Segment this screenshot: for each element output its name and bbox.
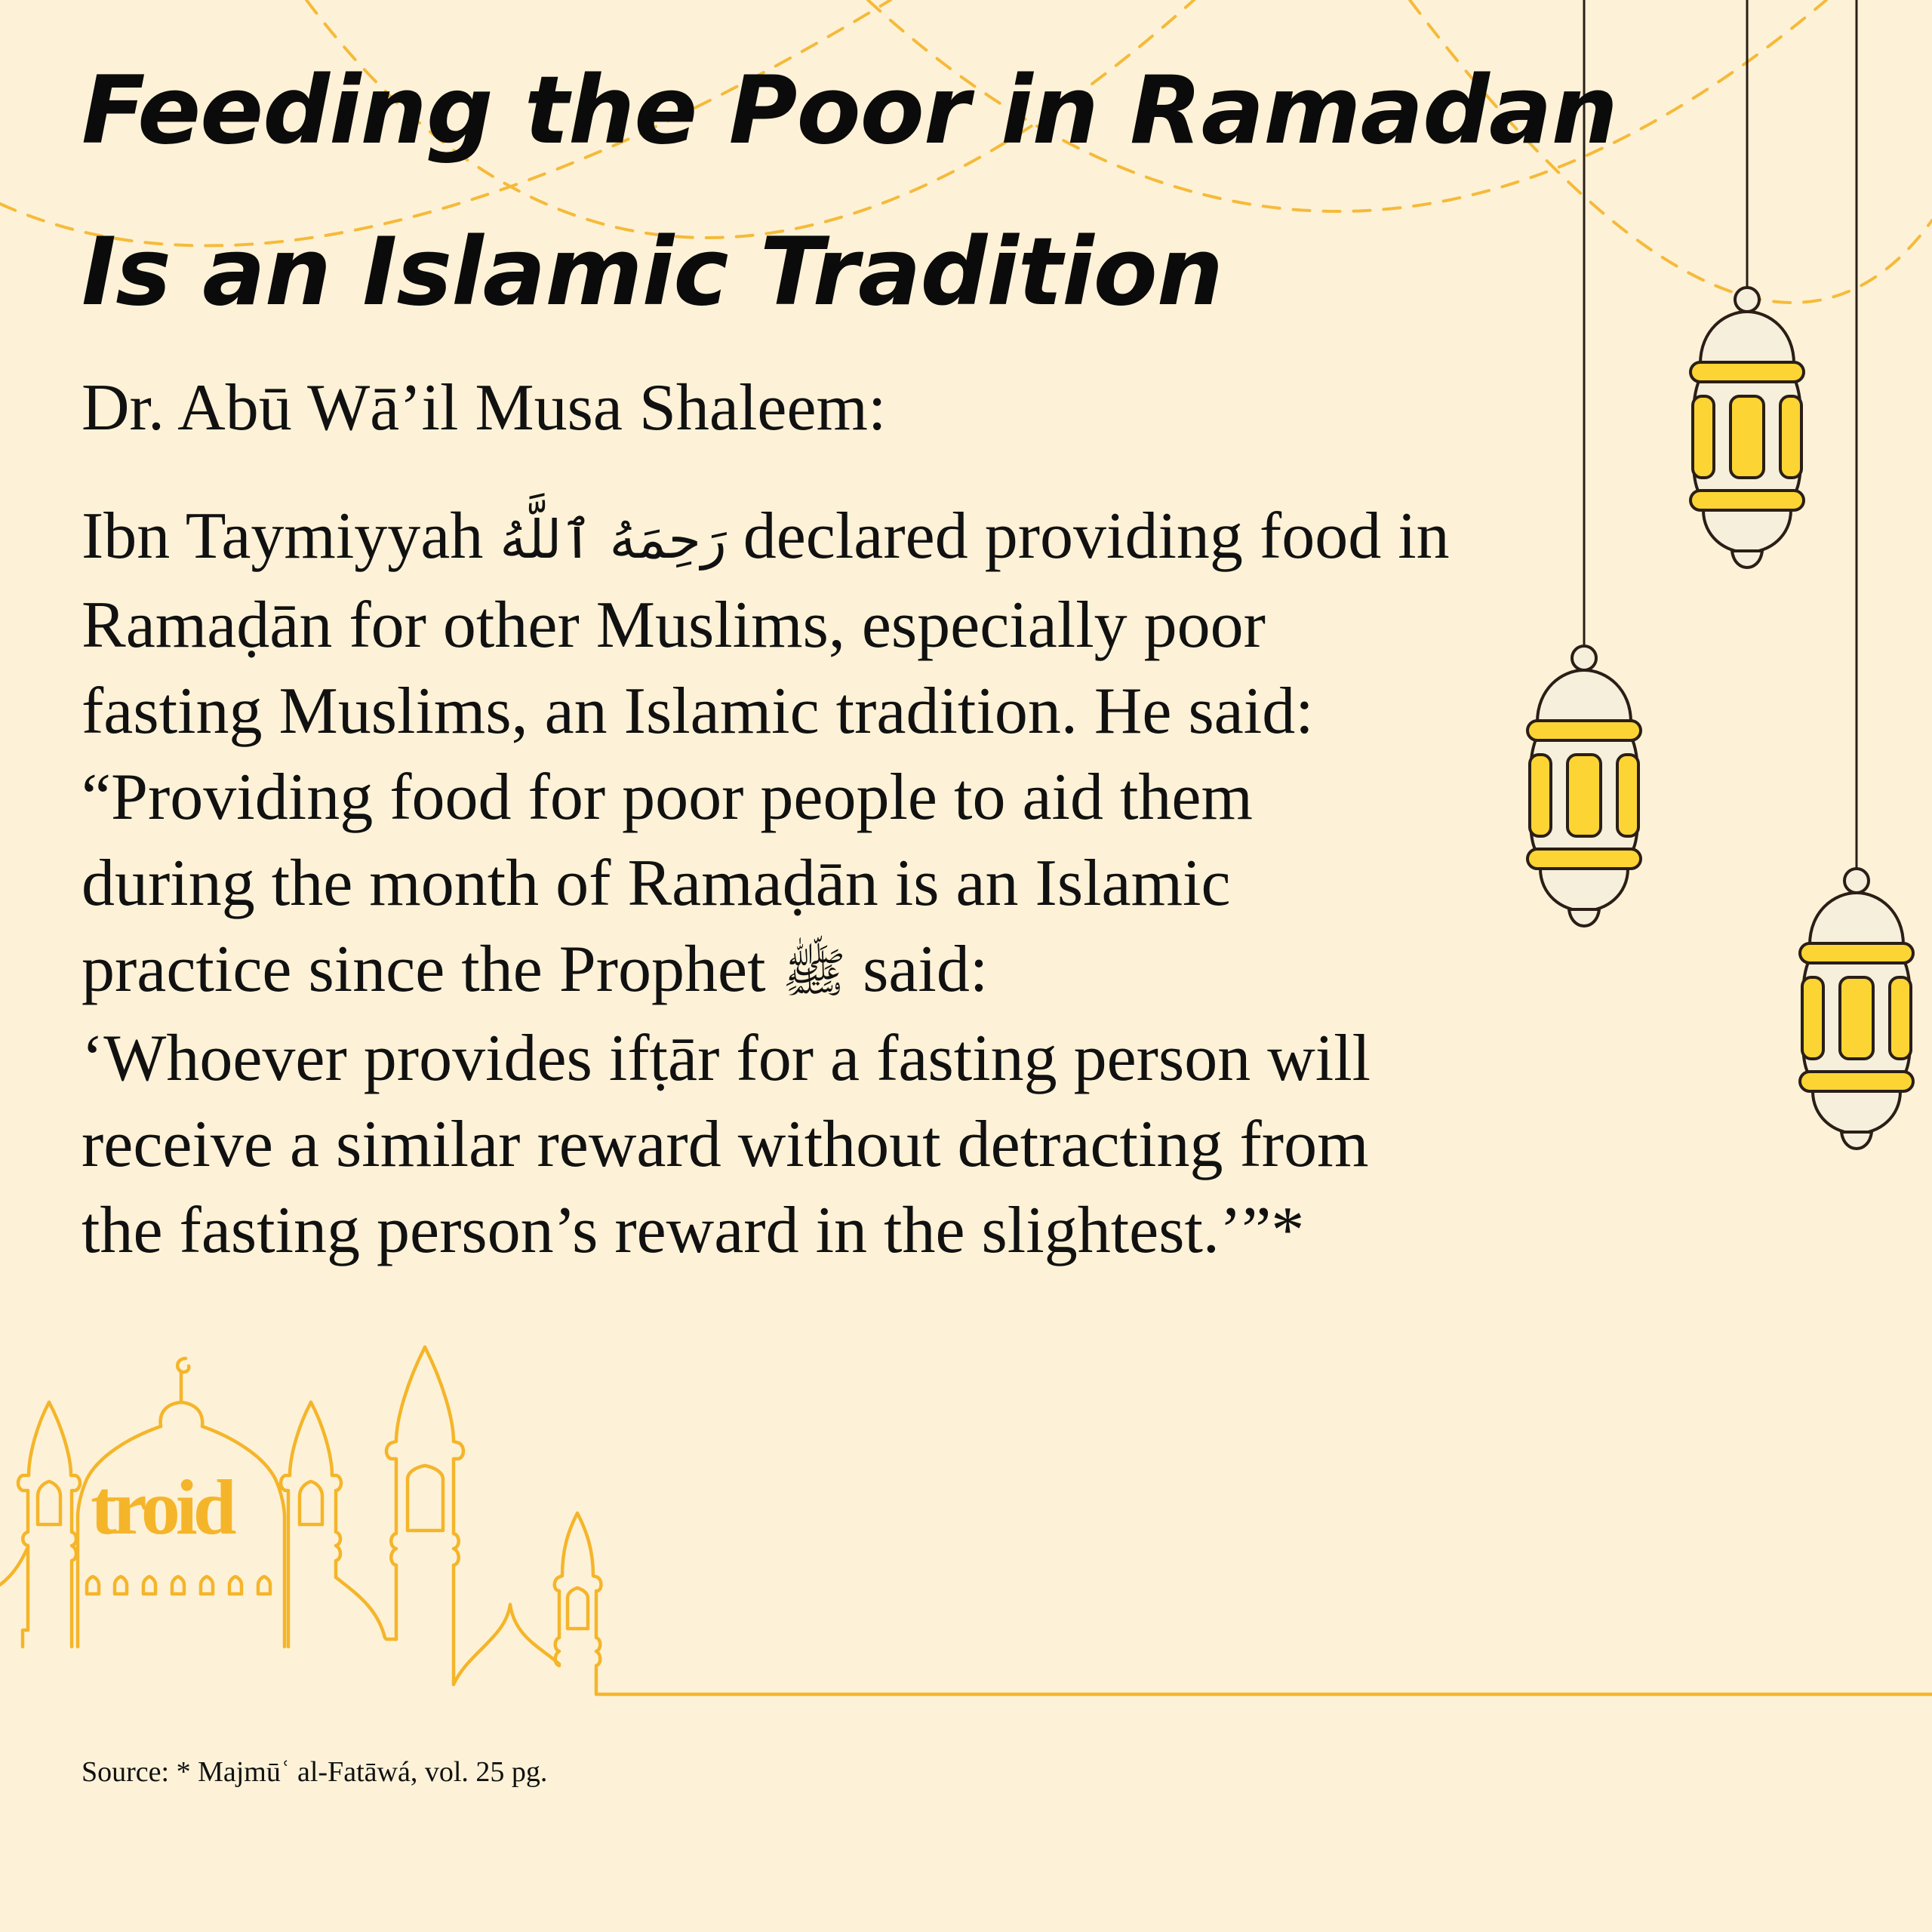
source-citation: Source: * Majmūʿ al-Fatāwá, vol. 25 pg. bbox=[82, 1756, 548, 1788]
body-line: Ramaḍān for other Muslims, especially poor bbox=[82, 589, 1266, 662]
body-line bbox=[82, 494, 1515, 583]
body-line bbox=[82, 927, 1515, 1016]
text-segment: Ibn Taymiyyah bbox=[82, 500, 500, 573]
body-line: “Providing food for poor people to aid them bbox=[82, 761, 1253, 834]
honorific-salallahu-alayhi-wasallam: ﷺ bbox=[782, 942, 847, 1004]
body-line: ‘Whoever provides ifṭār for a fasting person will bbox=[82, 1022, 1371, 1095]
title-line-2: Is an Islamic Tradition bbox=[82, 218, 1223, 327]
body-line: the fasting person’s reward in the slightest.’”* bbox=[82, 1194, 1305, 1267]
title-line-1: Feeding the Poor in Ramadan bbox=[82, 57, 1617, 165]
body-line: receive a similar reward without detracting from bbox=[82, 1108, 1369, 1181]
honorific-rahimahullah: رَحِمَهُ ٱللَّهُ bbox=[500, 509, 727, 571]
text-segment: declared providing food in bbox=[726, 500, 1450, 573]
text-segment: said: bbox=[846, 933, 989, 1006]
body-line: during the month of Ramaḍān is an Islamic bbox=[82, 847, 1231, 920]
page-title bbox=[82, 30, 1617, 353]
author-name: Dr. Abū Wā’il Musa Shaleem: bbox=[82, 371, 887, 445]
quote-body bbox=[82, 494, 1515, 1274]
text-segment: practice since the Prophet bbox=[82, 933, 783, 1006]
troid-logo: troid bbox=[91, 1464, 232, 1551]
body-line: fasting Muslims, an Islamic tradition. He said: bbox=[82, 675, 1314, 748]
